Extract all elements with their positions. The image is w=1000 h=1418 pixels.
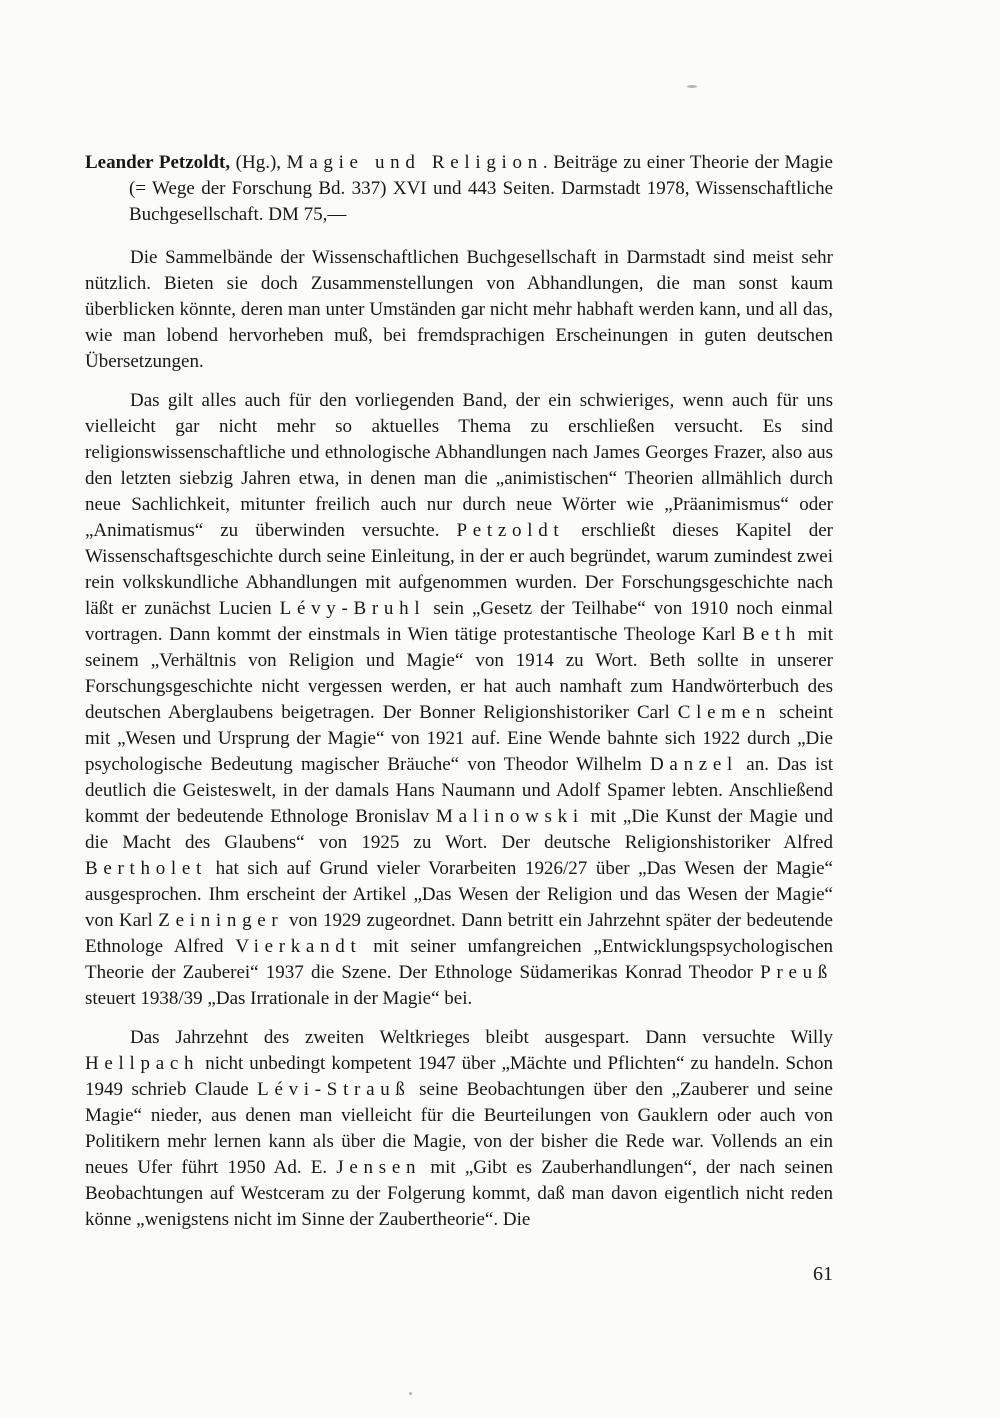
text-segment-normal: hat sich auf Grund vieler Vorarbeiten 1926/27 über „Das Wesen der Magie“ ausgesprochen. Ihm erscheint der Artikel „Das Wesen der Religion und das Wesen der Magie“ von Karl <box>85 858 833 931</box>
text-segment-spaced: Hellpach <box>85 1053 200 1074</box>
text-segment-normal: (Hg.), <box>230 152 287 173</box>
text-segment-normal: . Beiträge zu einer Theorie der Magie (= Wege der Forschung Bd. 337) XVI und 443 Seiten. Darmstadt 1978, Wissenschaftliche Buchgesellschaft. DM 75,— <box>129 152 833 225</box>
text-block <box>85 150 833 1287</box>
text-segment-spaced: Preuß <box>760 962 833 983</box>
book-citation <box>85 150 833 228</box>
text-segment-normal: mit „Gibt es Zauberhandlungen“, der nach seinen Beobachtungen auf Westceram zu der Folgerung kommt, daß man davon eigentlich nicht reden könne „wenigstens nicht im Sinne der Zaubertheorie“. Die <box>85 1157 834 1230</box>
text-segment-spaced: Petzoldt <box>456 520 565 541</box>
text-segment-normal: steuert 1938/39 „Das Irrationale in der Magie“ bei. <box>85 988 473 1009</box>
paragraph <box>85 245 833 375</box>
text-segment-spaced: Bertholet <box>85 858 208 879</box>
text-segment-normal: mit „Die Kunst der Magie und die Macht des Glaubens“ von 1925 zu Wort. Der deutsche Religionshistoriker Alfred <box>85 806 833 853</box>
text-segment-normal: nicht unbedingt kompetent 1947 über „Mächte und Pflichten“ zu handeln. Schon 1949 schrieb Claude <box>85 1053 833 1100</box>
text-segment-bold: Leander Petzoldt, <box>85 152 231 173</box>
text-segment-normal: an. Das ist deutlich die Geisteswelt, in der damals Hans Naumann und Adolf Spamer lebten. Anschließend kommt der bedeutende Ethnologe Bronislav <box>85 754 833 827</box>
text-segment-spaced: Danzel <box>650 754 739 775</box>
text-segment-spaced: Vierkandt <box>235 936 362 957</box>
text-segment-spaced: Zeininger <box>158 910 284 931</box>
paragraph <box>85 388 833 1012</box>
text-segment-normal: Das gilt alles auch für den vorliegenden Band, der ein schwieriges, wenn auch für uns vielleicht gar nicht mehr so aktuelles Thema zu erschließen versucht. Es sind religionswissenschaftliche und ethnologische Abhandlungen nach James Georges Frazer, also aus den letzten siebzig Jahren etwa, in denen man die „animistischen“ Theorien allmählich durch neue Sachlichkeit, mitunter freilich auch nur durch neue Wörter wie „Präanimismus“ oder „Animatismus“ zu überwinden versuchte. <box>85 390 833 541</box>
text-segment-normal: mit seiner umfangreichen „Entwicklungspsychologischen Theorie der Zauberei“ 1937 die Szene. Der Ethnologe Südamerikas Konrad Theodor <box>85 936 834 983</box>
text-segment-spaced: Jensen <box>336 1157 422 1178</box>
text-segment-spaced: Lévy-Bruhl <box>279 598 426 619</box>
text-segment-normal: von 1929 zugeordnet. Dann betritt ein Jahrzehnt später der bedeutende Ethnologe Alfred <box>85 910 833 957</box>
text-segment-normal: scheint mit „Wesen und Ursprung der Magie“ von 1921 auf. Eine Wende bahnte sich 1922 durch „Die psychologische Bedeutung magischer Bräuche“ von Theodor Wilhelm <box>85 702 833 775</box>
text-segment-normal: Das Jahrzehnt des zweiten Weltkrieges bleibt ausgespart. Dann versuchte Willy <box>130 1027 833 1048</box>
text-segment-spaced: Lévi-Strauß <box>257 1079 411 1100</box>
text-segment-spaced: Beth <box>742 624 802 645</box>
text-segment-spaced: Clemen <box>677 702 772 723</box>
paragraph <box>85 1025 833 1233</box>
text-segment-normal: seine Beobachtungen über den „Zauberer und seine Magie“ nieder, aus denen man vielleicht für die Beurteilungen von Gauklern oder auch von Politikern mehr lernen kann als über die Magie, von der bisher die Rede war. Vollends an ein neues Ufer führt 1950 Ad. E. <box>85 1079 833 1178</box>
text-segment-normal: mit seinem „Verhältnis von Religion und Magie“ von 1914 zu Wort. Beth sollte in unserer Forschungsgeschichte nicht vergessen werden, er hat auch namhaft zum Handwörterbuch des deutschen Aberglaubens beigetragen. Der Bonner Religionshistoriker Carl <box>85 624 833 723</box>
text-segment-spaced: Malinowski <box>436 806 584 827</box>
scan-artifact <box>687 85 697 88</box>
text-segment-normal: erschließt dieses Kapitel der Wissenschaftsgeschichte durch seine Einleitung, in der er auch begründet, warum zumindest zwei rein volkskundliche Abhandlungen mit aufgenommen wurden. Der Forschungsgeschichte nach läßt er zunächst Lucien <box>85 520 833 619</box>
page-number: 61 <box>813 1263 833 1285</box>
scan-artifact <box>409 1392 412 1395</box>
text-segment-normal: sein „Gesetz der Teilhabe“ von 1910 noch einmal vortragen. Dann kommt der einstmals in Wien tätige protestantische Theologe Karl <box>85 598 834 645</box>
text-segment-spaced: Magie und Religion <box>286 152 543 173</box>
text-segment-normal: Die Sammelbände der Wissenschaftlichen Buchgesellschaft in Darmstadt sind meist sehr nützlich. Bieten sie doch Zusammenstellungen von Abhandlungen, die man sonst kaum überblicken könnte, deren man unter Umständen gar nicht mehr habhaft werden kann, und all das, wie man lobend hervorheben muß, bei fremdsprachigen Erscheinungen in guten deutschen Übersetzungen. <box>85 247 833 372</box>
